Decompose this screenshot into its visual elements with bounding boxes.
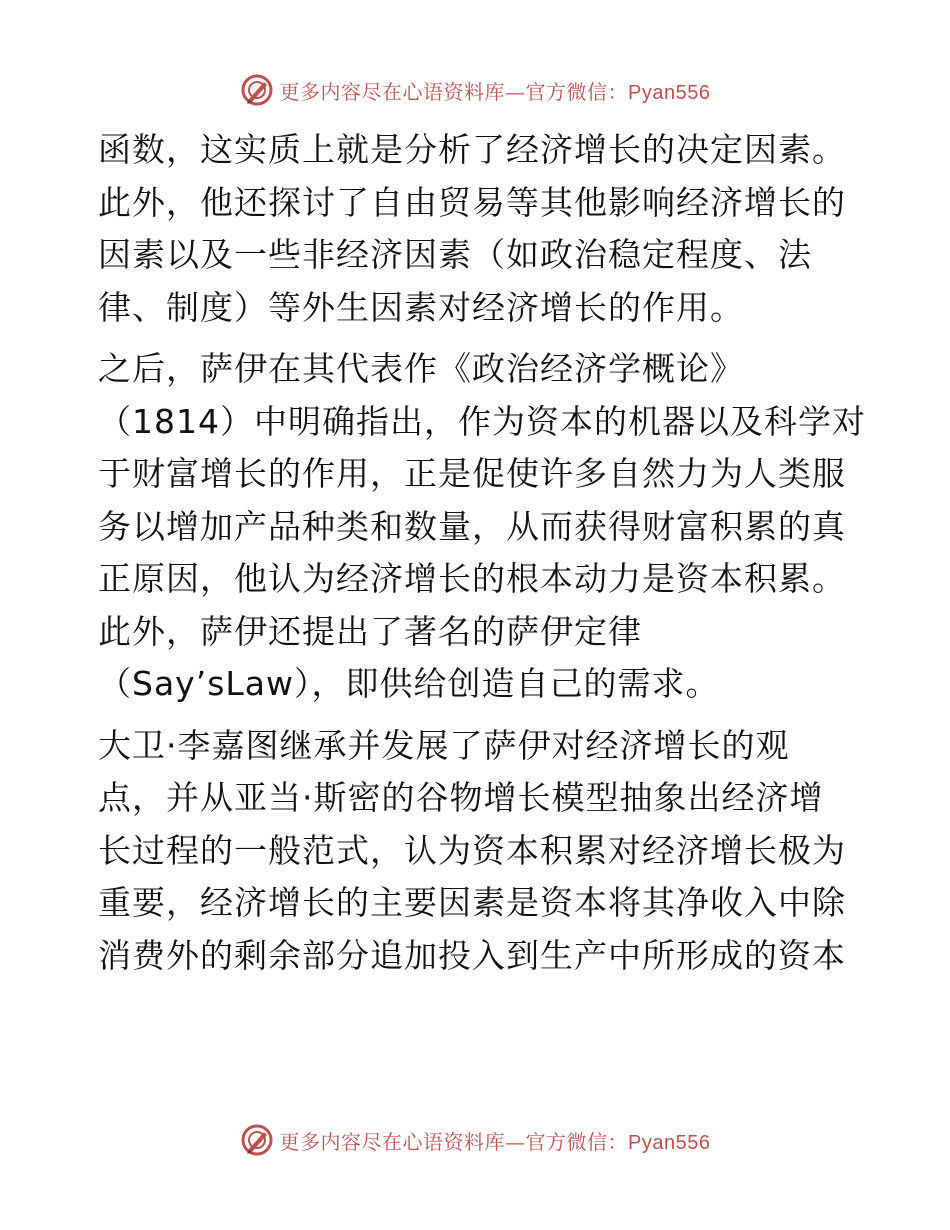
text-line: （1814）中明确指出，作为资本的机器以及科学对 xyxy=(98,401,866,441)
footer-banner-text xyxy=(280,1126,711,1155)
text-line: 点，并从亚当·斯密的谷物增长模型抽象出经济增 xyxy=(98,778,824,817)
text-line: 因素以及一些非经济因素（如政治稳定程度、法 xyxy=(98,235,812,274)
footer-wechat-id: Pyan556 xyxy=(628,1131,711,1154)
text-line: 此外，萨伊还提出了著名的萨伊定律 xyxy=(98,611,642,651)
text-line: 长过程的一般范式，认为资本积累对经济增长极为 xyxy=(98,830,846,870)
text-line: 于财富增长的作用，正是促使许多自然力为人类服 xyxy=(98,454,846,493)
text-line: 律、制度）等外生因素对经济增长的作用。 xyxy=(98,287,744,327)
text-line: 重要，经济增长的主要因素是资本将其净收入中除 xyxy=(98,883,846,922)
header-banner-text xyxy=(280,76,711,105)
document-body xyxy=(98,124,866,982)
text-line: 正原因，他认为经济增长的根本动力是资本积累。 xyxy=(98,559,846,598)
text-line: 之后，萨伊在其代表作《政治经济学概论》 xyxy=(98,349,744,388)
header-wechat-id: Pyan556 xyxy=(628,81,711,104)
pen-seal-icon xyxy=(240,1123,274,1157)
text-line: 大卫·李嘉图继承并发展了萨伊对经济增长的观 xyxy=(98,725,790,765)
pen-seal-icon xyxy=(240,73,274,107)
text-line: 务以增加产品种类和数量，从而获得财富积累的真 xyxy=(98,506,846,546)
footer-banner xyxy=(0,1118,950,1162)
text-line: 函数，这实质上就是分析了经济增长的决定因素。 xyxy=(98,130,846,169)
header-banner xyxy=(0,68,950,112)
header-banner-cn: 更多内容尽在心语资料库—官方微信： xyxy=(279,79,629,104)
footer-banner-cn: 更多内容尽在心语资料库—官方微信： xyxy=(279,1129,629,1154)
text-line: （Say’sLaw），即供给创造自己的需求。 xyxy=(98,664,720,703)
text-line: 消费外的剩余部分追加投入到生产中所形成的资本 xyxy=(98,935,846,975)
text-line: 此外，他还探讨了自由贸易等其他影响经济增长的 xyxy=(98,182,846,222)
